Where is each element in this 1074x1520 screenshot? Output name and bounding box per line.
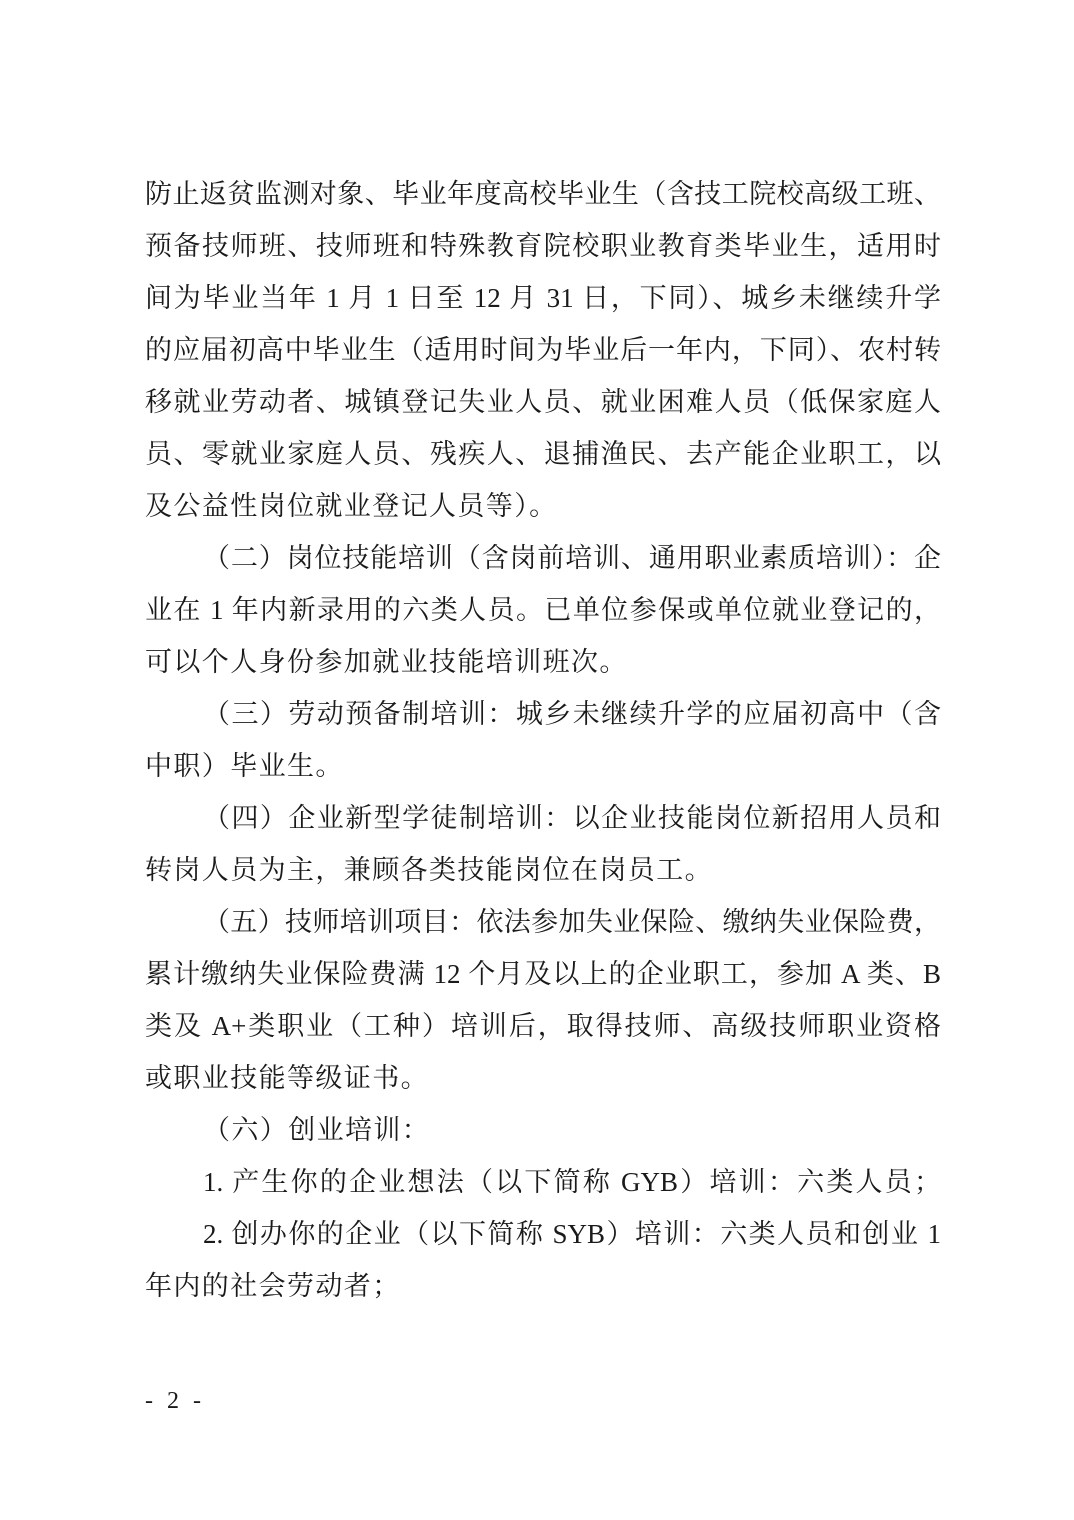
text-line: 业在 1 年内新录用的六类人员。已单位参保或单位就业登记的， [145,595,941,625]
paragraph-heading-6: （六）创业培训： [203,1115,431,1145]
list-item-2: 2. 创办你的企业（以下简称 SYB）培训：六类人员和创业 1 [203,1219,941,1249]
paragraph-heading-3: （三）劳动预备制培训：城乡未继续升学的应届初高中（含 [203,699,941,729]
list-item-1: 1. 产生你的企业想法（以下简称 GYB）培训：六类人员； [203,1167,941,1197]
text-line: 及公益性岗位就业登记人员等）。 [145,491,558,521]
text-line: 间为毕业当年 1 月 1 日至 12 月 31 日，下同）、城乡未继续升学 [145,283,941,313]
document-body [145,168,941,1312]
text-line: 员、零就业家庭人员、残疾人、退捕渔民、去产能企业职工，以 [145,439,941,469]
paragraph-heading-4: （四）企业新型学徒制培训：以企业技能岗位新招用人员和 [203,803,941,833]
text-line: 的应届初高中毕业生（适用时间为毕业后一年内，下同）、农村转 [145,335,941,365]
text-line: 可以个人身份参加就业技能培训班次。 [145,647,628,677]
page-number: - 2 - [145,1388,205,1414]
text-line: 转岗人员为主，兼顾各类技能岗位在岗员工。 [145,855,713,885]
text-line: 年内的社会劳动者； [145,1271,401,1301]
text-line: 类及 A+类职业（工种）培训后，取得技师、高级技师职业资格 [145,1011,941,1041]
text-line: 或职业技能等级证书。 [145,1063,429,1093]
text-line: 移就业劳动者、城镇登记失业人员、就业困难人员（低保家庭人 [145,387,941,417]
text-line: 防止返贫监测对象、毕业年度高校毕业生（含技工院校高级工班、 [145,179,941,209]
text-line: 中职）毕业生。 [145,751,344,781]
paragraph-heading-5: （五）技师培训项目：依法参加失业保险、缴纳失业保险费， [203,907,941,937]
text-line: 预备技师班、技师班和特殊教育院校职业教育类毕业生，适用时 [145,231,941,261]
text-line: 累计缴纳失业保险费满 12 个月及以上的企业职工，参加 A 类、B [145,959,941,989]
paragraph-heading-2: （二）岗位技能培训（含岗前培训、通用职业素质培训）：企 [203,543,941,573]
